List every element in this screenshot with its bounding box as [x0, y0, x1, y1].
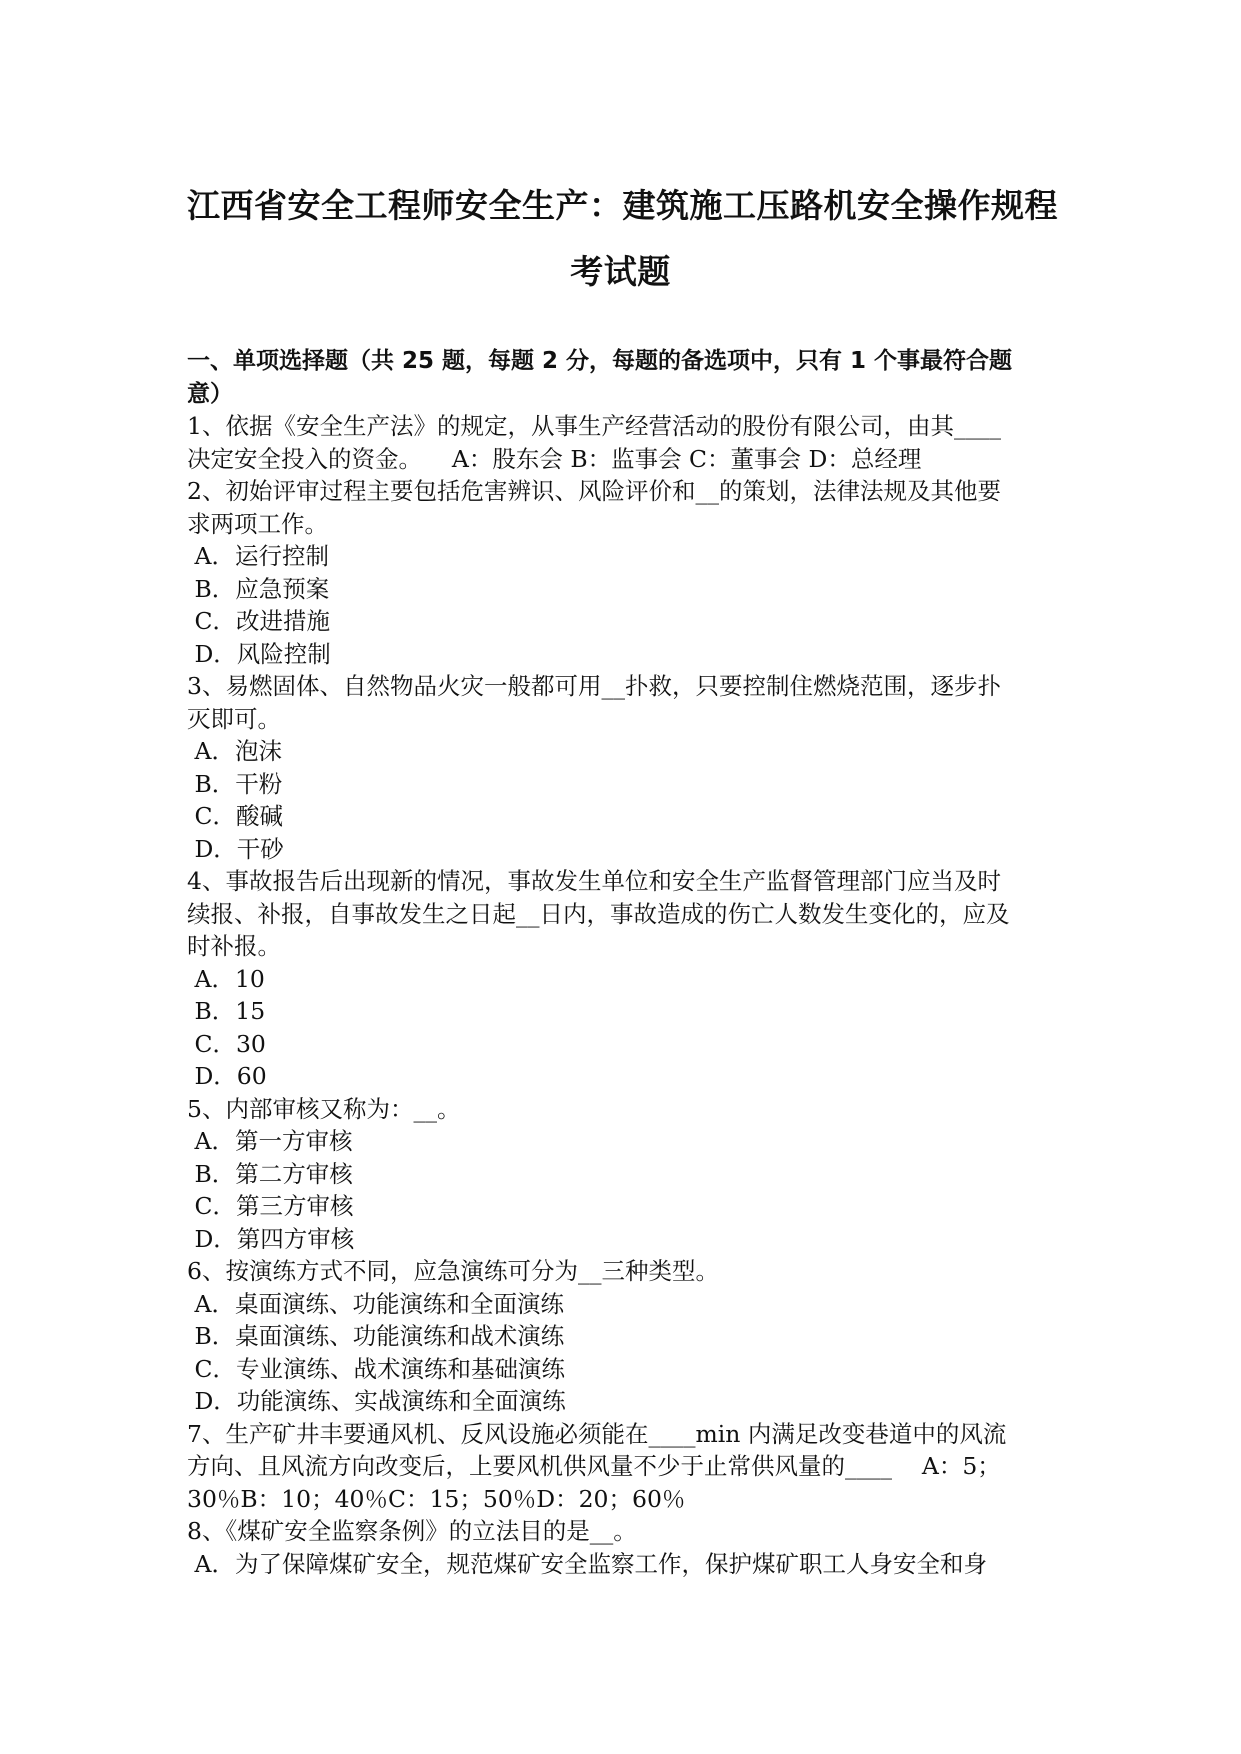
answer-option: C．专业演练、战术演练和基础演练 — [187, 1354, 565, 1383]
question-continuation-line: 决定安全投入的资金。 A：股东会 B：监事会 C：董事会 D：总经理 — [187, 444, 922, 473]
question-continuation-line: 方向、且风流方向改变后，上要风机供风量不少于止常供风量的____ A：5； — [187, 1452, 1001, 1480]
question-line: 6、按演练方式不同，应急演练可分为__三种类型。 — [187, 1257, 719, 1285]
question-line: 5、内部审核又称为：__。 — [187, 1094, 461, 1123]
answer-option: C．第三方审核 — [187, 1192, 354, 1220]
answer-option: A．泡沫 — [187, 737, 282, 765]
question-line: 1、依据《安全生产法》的规定，从事生产经营活动的股份有限公司，由其____ — [187, 412, 1001, 440]
answer-option: A．运行控制 — [187, 542, 329, 570]
answer-option: D．60 — [187, 1062, 267, 1090]
question-continuation-line: 灭即可。 — [187, 704, 281, 733]
question-continuation-line: 30％B：10；40％C：15；50％D：20；60％ — [187, 1484, 686, 1513]
answer-option: A．为了保障煤矿安全，规范煤矿安全监察工作，保护煤矿职工人身安全和身 — [187, 1549, 987, 1578]
answer-option: D．第四方审核 — [187, 1224, 355, 1253]
question-line: 4、事故报告后出现新的情况，事故发生单位和安全生产监督管理部门应当及时 — [187, 867, 1001, 895]
document-title-line-1: 江西省安全工程师安全生产：建筑施工压路机安全操作规程 — [187, 186, 1058, 225]
document-body — [187, 345, 1057, 1580]
answer-option: A．桌面演练、功能演练和全面演练 — [187, 1289, 564, 1318]
question-line: 8、《煤矿安全监察条例》的立法目的是__。 — [187, 1517, 637, 1545]
answer-option: D．干砂 — [187, 834, 284, 863]
answer-option: C．30 — [187, 1029, 266, 1058]
answer-option: C．改进措施 — [187, 607, 330, 635]
question-continuation-line: 时补报。 — [187, 932, 281, 960]
section-heading-line: 一、单项选择题（共 25 题，每题 2 分，每题的备选项中，只有 1 个事最符合题 — [187, 348, 1013, 374]
section-heading-line: 意） — [187, 380, 233, 407]
answer-option: A．第一方审核 — [187, 1127, 353, 1155]
answer-option: B．干粉 — [187, 769, 283, 798]
answer-option: A．10 — [187, 964, 265, 993]
answer-option: B．桌面演练、功能演练和战术演练 — [187, 1322, 565, 1350]
question-continuation-line: 续报、补报，自事故发生之日起__日内，事故造成的伤亡人数发生变化的，应及 — [187, 899, 1010, 928]
answer-option: D．风险控制 — [187, 639, 331, 668]
answer-option: B．第二方审核 — [187, 1159, 353, 1188]
answer-option: D．功能演练、实战演练和全面演练 — [187, 1387, 566, 1415]
question-continuation-line: 求两项工作。 — [187, 509, 328, 538]
answer-option: B．应急预案 — [187, 574, 330, 603]
answer-option: C．酸碱 — [187, 802, 283, 830]
question-line: 7、生产矿井丰要通风机、反风设施必须能在____min 内满足改变巷道中的风流 — [187, 1419, 1007, 1448]
answer-option: B．15 — [187, 997, 266, 1025]
question-line: 3、易燃固体、自然物品火灾一般都可用__扑救，只要控制住燃烧范围，逐步扑 — [187, 672, 1001, 700]
document-title-line-2: 考试题 — [570, 252, 671, 291]
question-line: 2、初始评审过程主要包括危害辨识、风险评价和__的策划，法律法规及其他要 — [187, 477, 1001, 505]
